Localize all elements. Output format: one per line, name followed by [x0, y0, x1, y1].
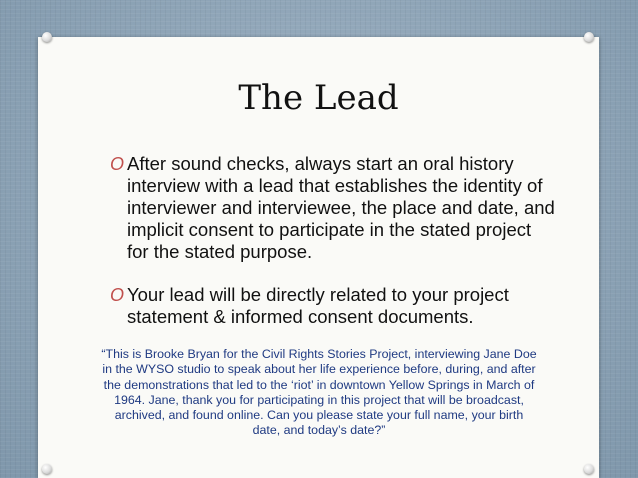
- bullet-marker-icon: O: [110, 154, 125, 174]
- pushpin-icon: [584, 464, 594, 474]
- bullet-text: Your lead will be directly related to your project statement & informed consent documents.: [127, 284, 509, 327]
- bullet-item: [110, 153, 557, 263]
- pushpin-icon: [42, 464, 52, 474]
- slide-title: The Lead: [238, 78, 399, 118]
- pushpin-icon: [42, 32, 52, 42]
- example-lead-quote: “This is Brooke Bryan for the Civil Rights Stories Project, interviewing Jane Doe in the WYSO studio to speak about her life experience before, during, and after the demonstrations that led to the ‘riot’ in downtown Yellow Springs in March of 1964. Jane, thank you for participating in this project that will be broadcast, archived, and found online. Can you please state your full name, your birth date, and today’s date?”: [101, 347, 537, 438]
- bullet-text: After sound checks, always start an oral history interview with a lead that establishes the identity of interviewer and interviewee, the place and date, and implicit consent to participate in the stated project for the stated purpose.: [127, 153, 555, 262]
- bullet-item: [110, 284, 557, 328]
- pushpin-icon: [584, 32, 594, 42]
- bullet-marker-icon: O: [110, 285, 125, 305]
